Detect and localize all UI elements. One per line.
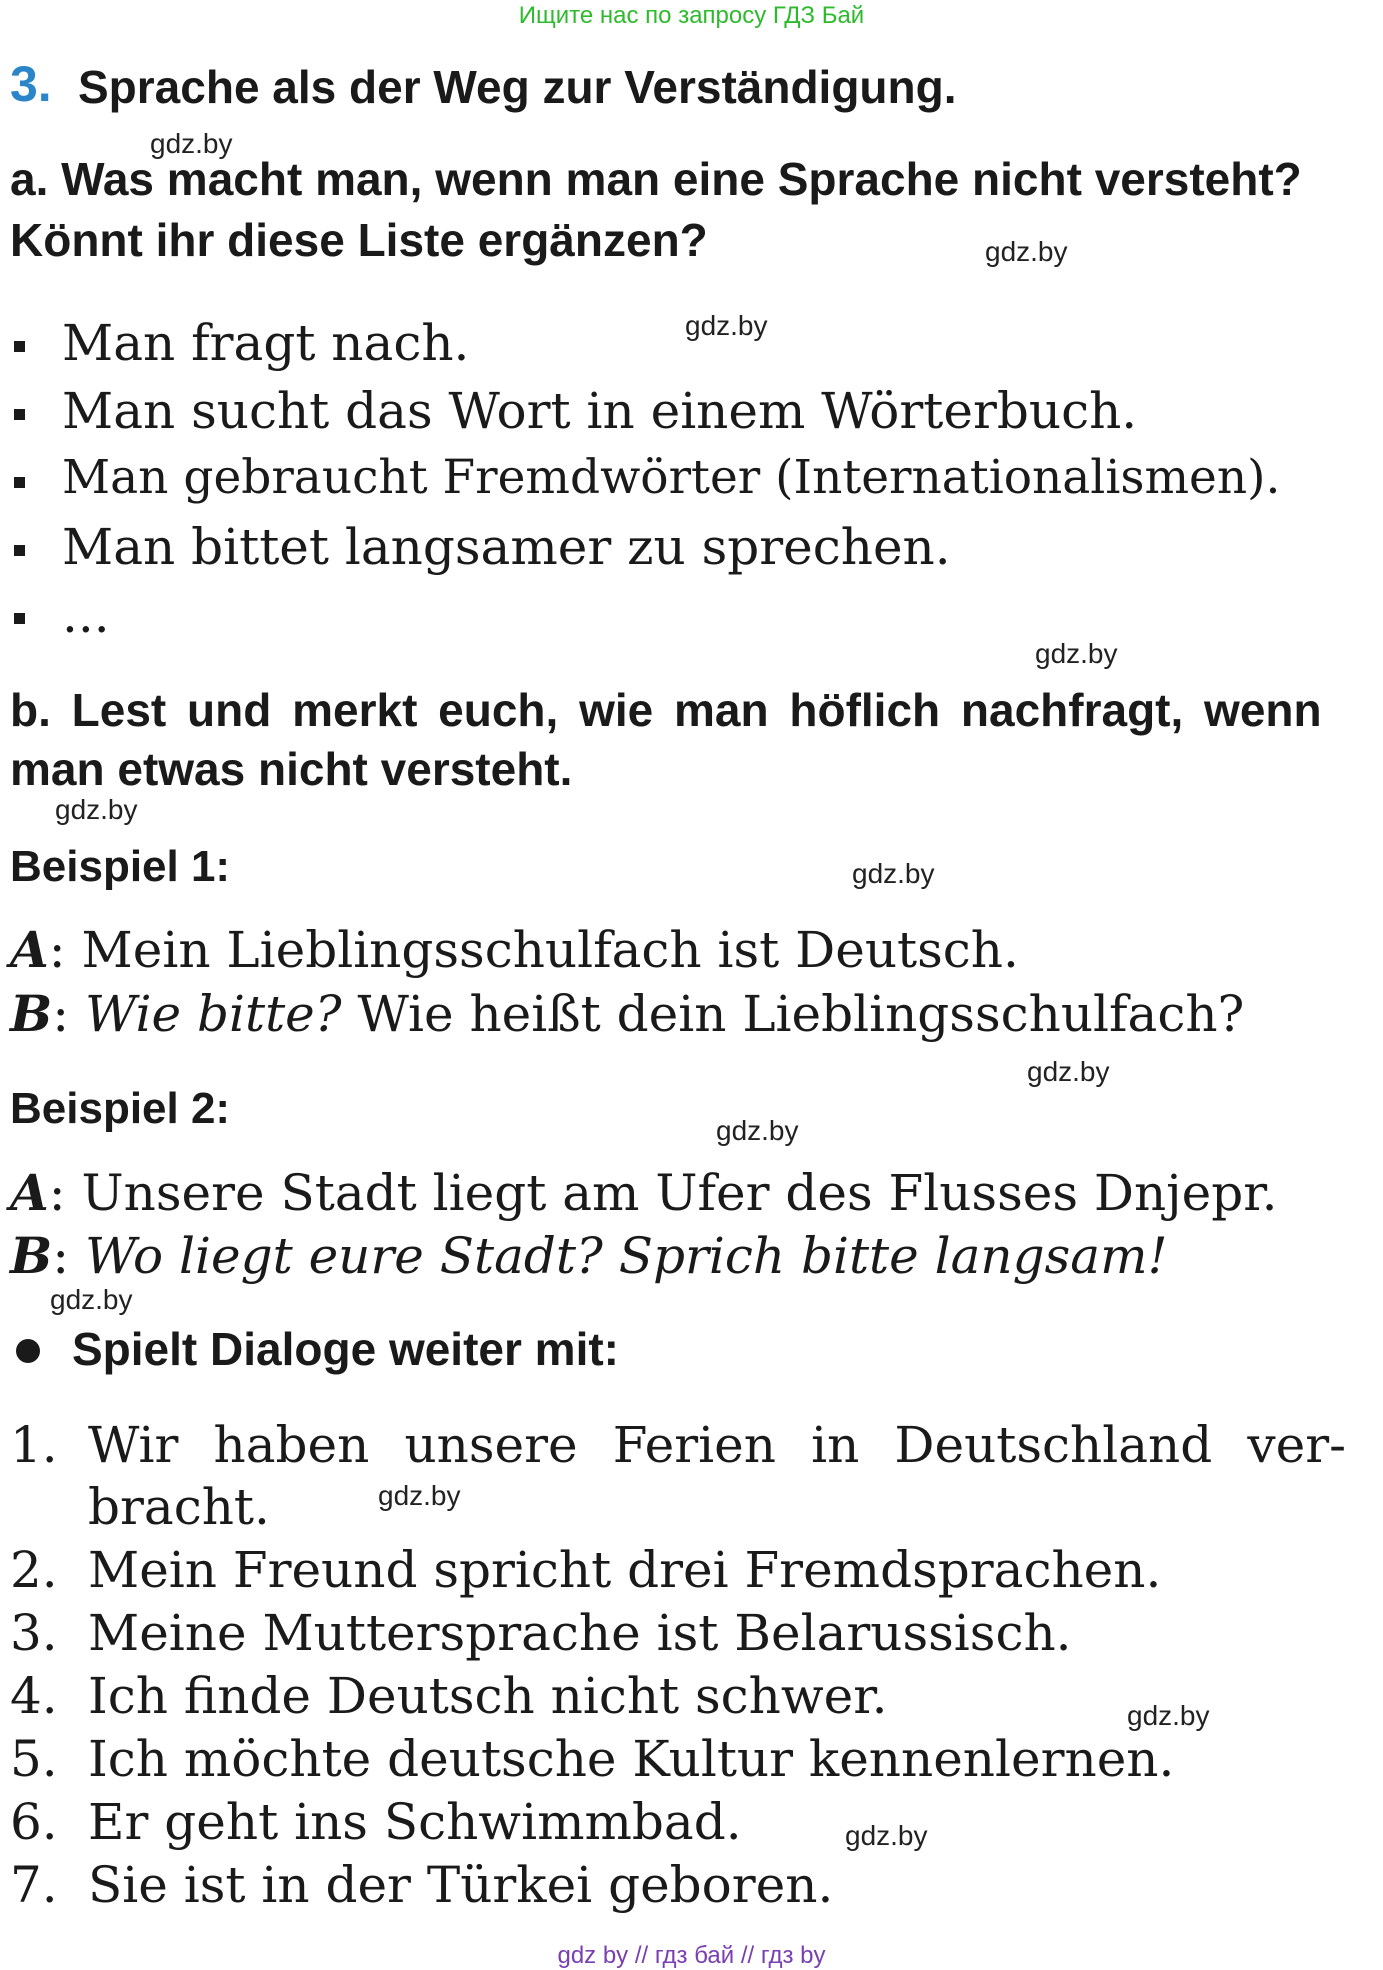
bottom-banner: gdz by // гдз бай // гдз by bbox=[557, 1942, 826, 1969]
exercise-number: 4. bbox=[10, 1667, 58, 1725]
exercise-item: Er geht ins Schwimmbad. bbox=[88, 1793, 742, 1851]
task-number: 3. bbox=[10, 56, 52, 112]
exercise-number: 3. bbox=[10, 1604, 58, 1662]
exercise-number: 2. bbox=[10, 1541, 58, 1599]
list-bullet bbox=[14, 409, 25, 420]
dialog-colon: : bbox=[52, 985, 86, 1043]
example2-line-a bbox=[10, 1163, 1278, 1222]
watermark: gdz.by bbox=[1035, 638, 1118, 669]
example2-heading: Beispiel 2: bbox=[10, 1084, 231, 1133]
exercise-number: 1. bbox=[10, 1416, 58, 1474]
exercise-item: Mein Freund spricht drei Fremdsprachen. bbox=[88, 1541, 1162, 1599]
dialog-text: : Unsere Stadt liegt am Ufer des Flusses Dnjepr. bbox=[48, 1164, 1278, 1222]
watermark: gdz.by bbox=[685, 310, 768, 341]
exercise-item: Ich finde Deutsch nicht schwer. bbox=[88, 1667, 888, 1725]
list-item: ... bbox=[62, 586, 110, 644]
exercise-item: Wir haben unsere Ferien in Deutschland ver- bbox=[88, 1416, 1346, 1474]
list-bullet bbox=[14, 341, 25, 352]
watermark: gdz.by bbox=[716, 1115, 799, 1146]
part-b-line2: man etwas nicht versteht. bbox=[10, 743, 573, 795]
dialog-text: : Mein Lieblingsschulfach ist Deutsch. bbox=[48, 921, 1019, 979]
part-a-line2: Könnt ihr diese Liste ergänzen? bbox=[10, 214, 708, 266]
list-bullet bbox=[14, 545, 25, 556]
exercise-item-continued: bracht. bbox=[88, 1478, 270, 1536]
exercise-heading: Spielt Dialoge weiter mit: bbox=[72, 1323, 619, 1375]
speaker-b: B bbox=[10, 1226, 53, 1285]
dialog-italic-text: Wo liegt eure Stadt? Sprich bitte langsam! bbox=[85, 1227, 1168, 1285]
example2-line-b bbox=[10, 1226, 1168, 1285]
dialog-colon: : bbox=[52, 1227, 86, 1285]
speaker-a: A bbox=[10, 920, 49, 979]
watermark: gdz.by bbox=[150, 128, 233, 159]
exercise-item: Ich möchte deutsche Kultur kennenlernen. bbox=[88, 1730, 1175, 1788]
example1-line-b bbox=[10, 984, 1244, 1043]
watermark: gdz.by bbox=[985, 236, 1068, 267]
watermark: gdz.by bbox=[1127, 1700, 1210, 1731]
list-item: Man fragt nach. bbox=[62, 314, 470, 372]
speaker-a: A bbox=[10, 1163, 49, 1222]
watermark: gdz.by bbox=[55, 794, 138, 825]
list-item: Man bittet langsamer zu sprechen. bbox=[62, 518, 951, 576]
top-banner: Ищите нас по запросу ГДЗ Бай bbox=[518, 2, 865, 29]
exercise-item: Sie ist in der Türkei geboren. bbox=[88, 1856, 834, 1914]
list-bullet bbox=[14, 477, 25, 488]
exercise-number: 5. bbox=[10, 1730, 58, 1788]
example1-heading: Beispiel 1: bbox=[10, 842, 231, 891]
part-a-line1: a. Was macht man, wenn man eine Sprache nicht versteht? bbox=[10, 153, 1302, 205]
list-item: Man sucht das Wort in einem Wörterbuch. bbox=[62, 382, 1138, 440]
dialog-italic-text: Wie bitte? bbox=[85, 985, 342, 1043]
list-item: Man gebraucht Fremdwörter (Internationalismen). bbox=[62, 450, 1281, 505]
exercise-bullet bbox=[16, 1339, 40, 1363]
watermark: gdz.by bbox=[852, 858, 935, 889]
task-title: Sprache als der Weg zur Verständigung. bbox=[78, 61, 957, 113]
watermark: gdz.by bbox=[378, 1480, 461, 1511]
exercise-number: 6. bbox=[10, 1793, 58, 1851]
watermark: gdz.by bbox=[1027, 1056, 1110, 1087]
list-bullet bbox=[14, 613, 25, 624]
exercise-number: 7. bbox=[10, 1856, 58, 1914]
part-b-line1: b. Lest und merkt euch, wie man höflich nachfragt, wenn bbox=[10, 684, 1322, 736]
exercise-item: Meine Muttersprache ist Belarussisch. bbox=[88, 1604, 1072, 1662]
watermark: gdz.by bbox=[845, 1820, 928, 1851]
speaker-b: B bbox=[10, 984, 53, 1043]
watermark: gdz.by bbox=[50, 1284, 133, 1315]
example1-line-a bbox=[10, 920, 1019, 979]
dialog-text: Wie heißt dein Lieblingsschulfach? bbox=[341, 985, 1245, 1043]
